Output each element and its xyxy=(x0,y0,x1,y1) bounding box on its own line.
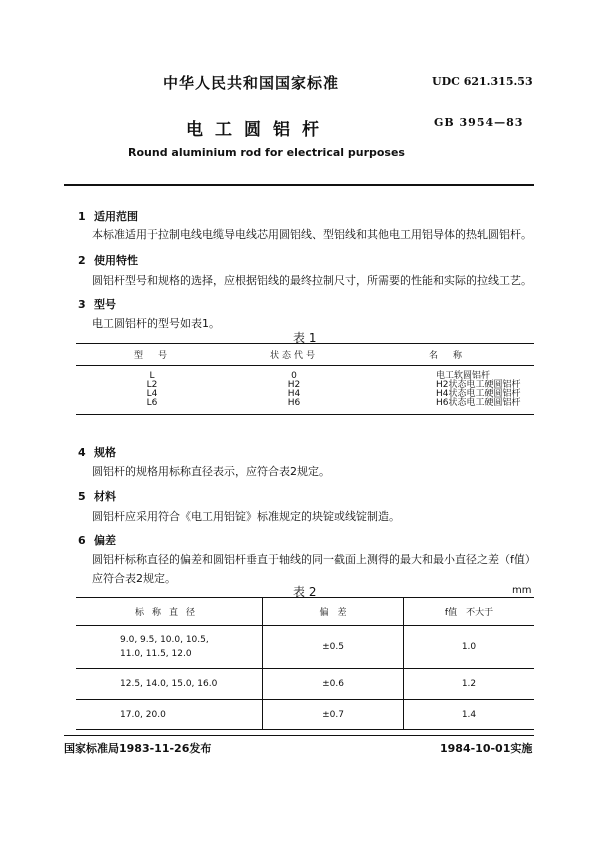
section-3-heading xyxy=(78,296,116,312)
table-1 xyxy=(76,343,534,415)
table-cell: L2 xyxy=(146,380,158,390)
standard-name: 中华人民共和国国家标准 xyxy=(163,74,340,92)
table-cell xyxy=(76,626,263,669)
effective-date: 1984-10-01实施 xyxy=(440,742,533,755)
table-cell: L xyxy=(149,371,155,381)
table-cell: H4 xyxy=(287,389,301,399)
section-title: 偏差 xyxy=(94,534,116,547)
section-title: 使用特性 xyxy=(94,254,138,267)
table-cell: H6状态电工硬圆铝杆 xyxy=(436,398,521,408)
section-4-text: 圆铝杆的规格用标称直径表示，应符合表2规定。 xyxy=(92,465,330,478)
table-cell: 0 xyxy=(291,371,297,381)
table-cell xyxy=(76,700,263,730)
section-title: 材料 xyxy=(94,490,116,503)
table-2 xyxy=(76,597,534,730)
diameter-line: 12.5, 14.0, 15.0, 16.0 xyxy=(120,679,218,689)
section-6-heading xyxy=(78,532,116,548)
gb-code: GB 3954—83 xyxy=(434,116,524,129)
udc-code: UDC 621.315.53 xyxy=(432,75,533,88)
section-title: 规格 xyxy=(94,446,116,459)
section-number: 1 xyxy=(78,210,86,223)
table-1-header: 名 称 xyxy=(360,344,534,366)
table-cell xyxy=(76,669,263,700)
diameter-line: 17.0, 20.0 xyxy=(120,709,166,720)
diameter-line: 11.0, 11.5, 12.0 xyxy=(120,649,192,659)
section-3-text: 电工圆铝杆的型号如表1。 xyxy=(92,317,220,330)
section-2-text: 圆铝杆型号和规格的选择，应根据铝线的最终拉制尺寸，所需要的性能和实际的拉线工艺。 xyxy=(92,274,532,287)
section-1-heading xyxy=(78,208,138,224)
table-row xyxy=(76,700,534,730)
section-title: 型号 xyxy=(94,298,116,311)
section-6-text: 圆铝杆标称直径的偏差和圆铝杆垂直于轴线的同一截面上测得的最大和最小直径之差（f值）应符合表2规定。 xyxy=(92,553,531,585)
section-4-heading xyxy=(78,444,116,460)
footer-rule xyxy=(64,735,534,736)
table-row xyxy=(76,669,534,700)
table-row xyxy=(76,366,534,382)
table-1-header: 状态代号 xyxy=(228,344,360,366)
section-number: 2 xyxy=(78,254,86,267)
section-number: 3 xyxy=(78,298,86,311)
section-number: 6 xyxy=(78,534,86,547)
section-title: 适用范围 xyxy=(94,210,138,223)
document-title: 电工圆铝杆 xyxy=(186,120,331,140)
table-cell: ±0.5 xyxy=(263,626,404,669)
table-2-header: 标称直径 xyxy=(76,598,263,626)
section-number: 5 xyxy=(78,490,86,503)
table-cell: 1.0 xyxy=(404,626,535,669)
section-5-heading xyxy=(78,488,116,504)
table-cell: L4 xyxy=(146,389,158,399)
table-cell: H4状态电工硬圆铝杆 xyxy=(436,389,521,399)
table-row xyxy=(76,626,534,669)
table-2-header: 偏 差 xyxy=(263,598,404,626)
table-cell: H2 xyxy=(287,380,301,390)
table-cell: L6 xyxy=(146,398,158,408)
table-cell: ±0.6 xyxy=(263,669,404,700)
table-2-unit: mm xyxy=(512,585,532,596)
table-cell: 1.4 xyxy=(404,700,535,730)
section-1-text: 本标准适用于拉制电线电缆导电线芯用圆铝线、型铝线和其他电工用铝导体的热轧圆铝杆。 xyxy=(92,228,532,241)
section-5-text: 圆铝杆应采用符合《电工用铝锭》标准规定的块锭或线锭制造。 xyxy=(92,510,400,523)
table-row xyxy=(76,399,534,415)
table-cell: 1.2 xyxy=(404,669,535,700)
publish-info: 国家标准局1983-11-26发布 xyxy=(64,742,212,755)
english-title: Round aluminium rod for electrical purposes xyxy=(128,146,405,159)
section-2-heading xyxy=(78,252,138,268)
table-cell: H6 xyxy=(287,398,301,408)
table-1-caption: 表 1 xyxy=(293,331,317,345)
header-rule xyxy=(64,184,534,186)
table-2-header: f值 不大于 xyxy=(404,598,535,626)
table-cell: ±0.7 xyxy=(263,700,404,730)
diameter-line: 9.0, 9.5, 10.0, 10.5, xyxy=(120,635,209,645)
table-2-caption: 表 2 xyxy=(293,585,317,599)
table-cell: H2状态电工硬圆铝杆 xyxy=(436,380,521,390)
table-1-header: 型 号 xyxy=(76,344,228,366)
section-number: 4 xyxy=(78,446,86,459)
table-cell: 电工软圆铝杆 xyxy=(436,371,491,381)
